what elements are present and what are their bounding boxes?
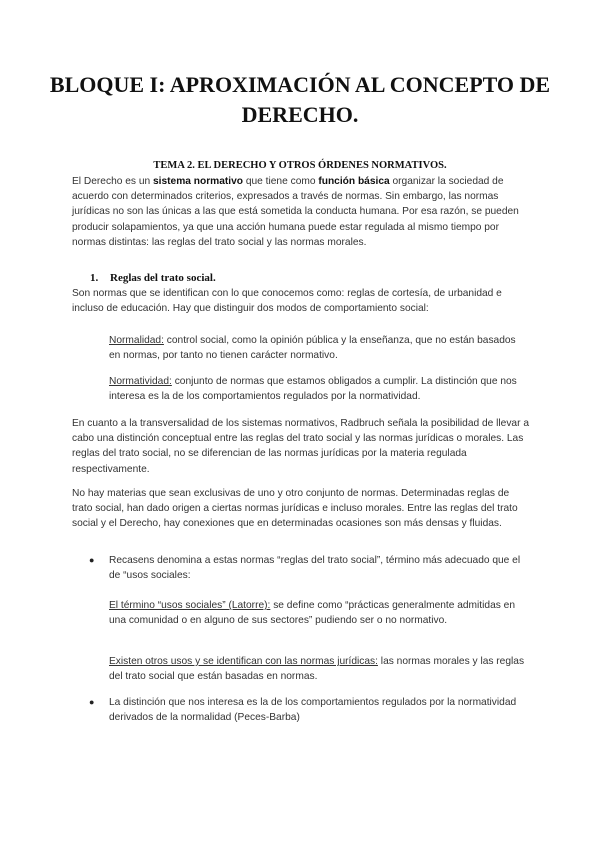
normalidad-text: control social, como la opinión pública y la enseñanza, que no están basados en normas, por tanto no tienen carácter normativo.: [109, 335, 516, 362]
usos-sociales-text: se define como “prácticas generalmente admitidas en una comunidad o en alguno de sus sectores” pudiendo ser o no normativo.: [109, 600, 515, 627]
normatividad-label: Normatividad:: [109, 376, 172, 387]
otros-usos-paragraph: [109, 654, 527, 684]
section-subtitle: TEMA 2. EL DERECHO Y OTROS ÓRDENES NORMATIVOS.: [153, 160, 447, 171]
normalidad-paragraph: [109, 333, 527, 363]
bullet-icon: ●: [89, 697, 95, 707]
bullet-icon: ●: [89, 555, 95, 565]
materias-paragraph: No hay materias que sean exclusivas de uno y otro conjunto de normas. Determinadas reglas de trato social, han dado origen a ciertas normas jurídicas e incluso morales. Entre las reglas del trato social y el Derecho, hay conexiones que en determinadas ocasiones son más densas y fluidas.: [72, 488, 518, 530]
usos-sociales-label: El término “usos sociales” (Latorre):: [109, 600, 271, 611]
intro-paragraph: [72, 174, 530, 250]
intro-text-3: organizar la sociedad de acuerdo con determinados criterios, expresados a través de normas. Sin embargo, las normas jurídicas no son las únicas a las que está sometida la conducta humana. Por esa razón, se pueden producir solapamientos, ya que una acción humana puede estar regulada al mismo tiempo por normas distintas: las reglas del trato social y las normas morales.: [72, 176, 519, 248]
intro-bold-2: función básica: [318, 176, 390, 187]
normatividad-paragraph: [109, 374, 527, 404]
otros-usos-text: las normas morales y las reglas del trato social que están basadas en normas.: [109, 656, 525, 683]
bullet-2-text: La distinción que nos interesa es la de los comportamientos regulados por la normatividad derivados de la normalidad (Peces-Barba): [109, 697, 517, 724]
intro-text-1: El Derecho es un: [72, 176, 153, 187]
section-1-number: 1.: [90, 272, 99, 284]
bullet-1-text: Recasens denomina a estas normas “reglas del trato social”, término más adecuado que el de “usos sociales:: [109, 555, 521, 582]
otros-usos-label: Existen otros usos y se identifican con las normas jurídicas:: [109, 656, 378, 667]
normalidad-label: Normalidad:: [109, 335, 164, 346]
intro-text-2: que tiene como: [243, 176, 319, 187]
section-1-heading: [90, 272, 216, 284]
usos-sociales-paragraph: [109, 598, 527, 628]
page-title: BLOQUE I: APROXIMACIÓN AL CONCEPTO DE DERECHO.: [49, 72, 551, 127]
section-1-title: Reglas del trato social.: [110, 272, 216, 284]
section-1-intro: Son normas que se identifican con lo que conocemos como: reglas de cortesía, de urbanidad e incluso de educación. Hay que distinguir dos modos de comportamiento social:: [72, 288, 502, 315]
normatividad-text: conjunto de normas que estamos obligados a cumplir. La distinción que nos interesa es la de los comportamientos regulados por la normatividad.: [109, 376, 517, 403]
intro-bold-1: sistema normativo: [152, 176, 244, 187]
radbruch-paragraph: En cuanto a la transversalidad de los sistemas normativos, Radbruch señala la posibilidad de llevar a cabo una distinción conceptual entre las reglas del trato social y las normas jurídicas o morales. Las reglas del trato social, no se diferencian de las normas jurídicas por la materia regulada respectivamente.: [72, 418, 529, 475]
